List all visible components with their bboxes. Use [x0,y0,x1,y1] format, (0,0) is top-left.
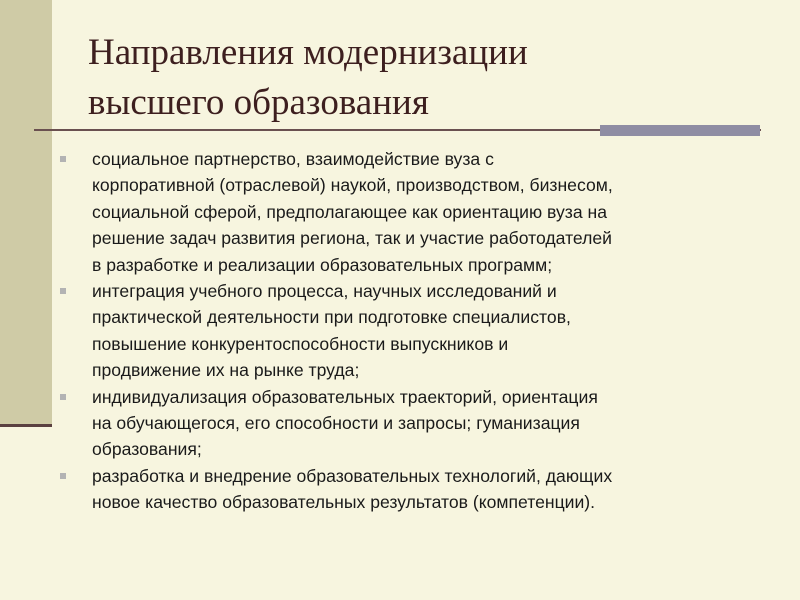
bullet-item [60,146,760,278]
bullet-item [60,278,760,384]
bullet-line: социальное партнерство, взаимодействие вуза с [92,149,494,169]
bullet-list [60,146,760,516]
bullet-line: практической деятельности при подготовке специалистов, [92,307,571,328]
bullet-line: корпоративной (отраслевой) наукой, производством, бизнесом, [92,175,613,196]
square-bullet-icon [60,288,66,294]
title-line-2: высшего образования [88,82,429,123]
bullet-item [60,463,760,516]
title-line-1: Направления модернизации [88,32,528,73]
square-bullet-icon [60,394,66,400]
bullet-line: повышение конкурентоспособности выпускников и [92,333,509,354]
square-bullet-icon [60,156,66,162]
left-bar-rule [0,424,52,427]
bullet-line: социальной сферой, предполагающее как ориентацию вуза на [92,201,608,222]
bullet-line: образования; [92,439,202,460]
bullet-line: на обучающегося, его способности и запросы; гуманизация [92,413,580,434]
bullet-line: новое качество образовательных результатов (компетенции). [92,492,596,513]
bullet-line: интеграция учебного процесса, научных исследований и [92,281,557,302]
bullet-line: индивидуализация образовательных траекторий, ориентация [92,386,598,407]
bullet-line: продвижение их на рынке труда; [92,360,360,381]
left-decorative-bar [0,0,52,426]
bullet-line: разработка и внедрение образовательных технологий, дающих [92,465,613,486]
slide-title [88,28,728,128]
title-accent-bar [600,125,760,136]
bullet-item [60,384,760,463]
bullet-line: в разработке и реализации образовательных программ; [92,254,553,275]
square-bullet-icon [60,473,66,479]
bullet-line: решение задач развития региона, так и участие работодателей [92,228,613,249]
